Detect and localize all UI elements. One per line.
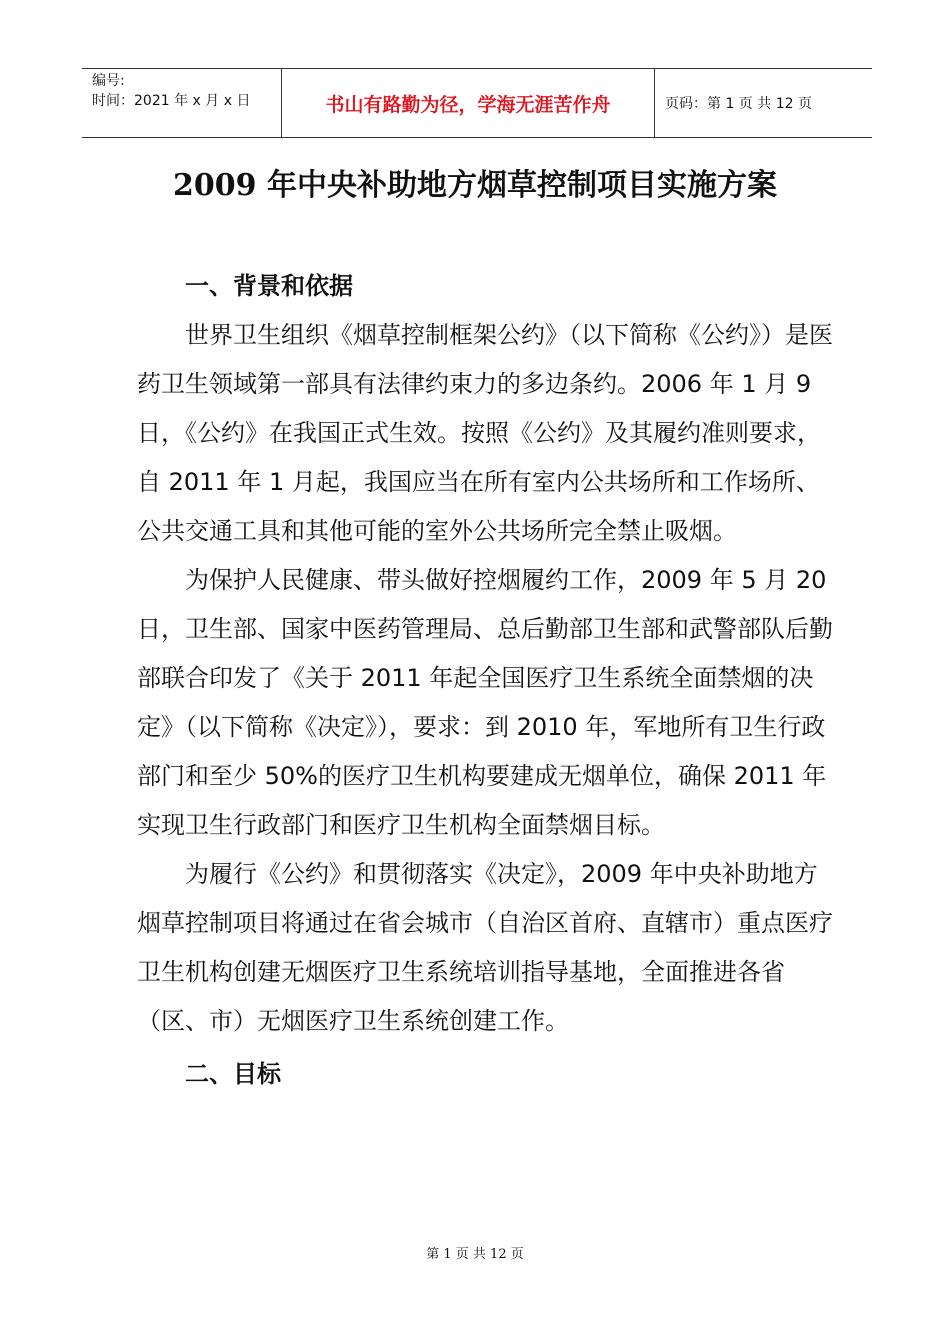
section-heading-background: 一、背景和依据: [185, 272, 353, 300]
document-body: [137, 262, 837, 1099]
page-header: [82, 68, 872, 138]
header-page-info: 页码：第 1 页 共 12 页: [665, 96, 812, 112]
doc-time-label: 时间：2021 年 x 月 x 日: [92, 93, 251, 109]
page-footer: 第 1 页 共 12 页: [426, 1247, 524, 1262]
doc-number-label: 编号:: [92, 73, 125, 89]
paragraph-convention: 世界卫生组织《烟草控制框架公约》（以下简称《公约》）是医药卫生领域第一部具有法律约束力的多边条约。2006 年 1 月 9 日，《公约》在我国正式生效。按照《公约》及其履约准则要求，自 2011 年 1 月起，我国应当在所有室内公共场所和工作场所、公共交通工具和其他可能的室外公共场所完全禁止吸烟。: [137, 321, 833, 545]
section-heading-goals: 二、目标: [185, 1060, 281, 1088]
paragraph-decision: 为保护人民健康、带头做好控烟履约工作，2009 年 5 月 20 日，卫生部、国家中医药管理局、总后勤部卫生部和武警部队后勤部联合印发了《关于 2011 年起全国医疗卫生系统全面禁烟的决定》（以下简称《决定》），要求：到 2010 年，军地所有卫生行政部门和至少 50%的医疗卫生机构要建成无烟单位，确保 2011 年实现卫生行政部门和医疗卫生机构全面禁烟目标。: [137, 566, 833, 839]
paragraph-project: 为履行《公约》和贯彻落实《决定》，2009 年中央补助地方烟草控制项目将通过在省会城市（自治区首府、直辖市）重点医疗卫生机构创建无烟医疗卫生系统培训指导基地，全面推进各省（区、市）无烟医疗卫生系统创建工作。: [137, 860, 833, 1035]
header-motto: 书山有路勤为径，学海无涯苦作舟: [282, 69, 655, 137]
document-title: 2009 年中央补助地方烟草控制项目实施方案: [173, 168, 777, 203]
header-meta: [82, 69, 282, 137]
